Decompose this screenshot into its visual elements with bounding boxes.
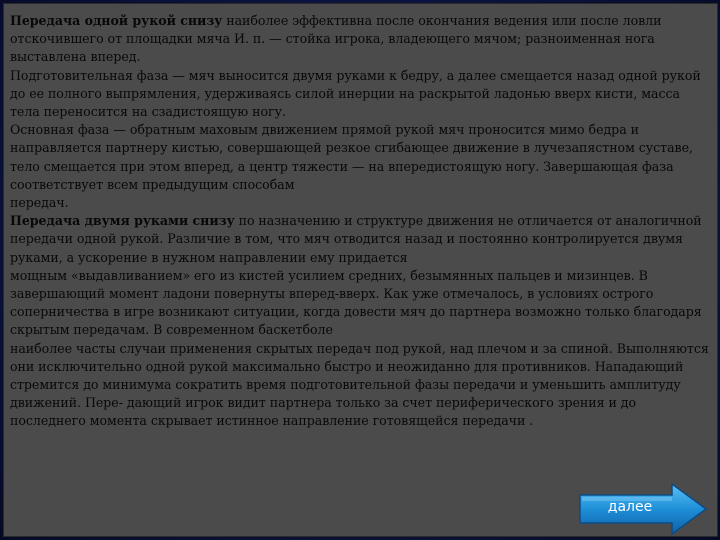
body-text — [10, 12, 712, 431]
paragraph-text: передач. — [10, 195, 69, 211]
paragraph — [10, 267, 712, 340]
next-button[interactable] — [578, 482, 710, 536]
paragraph-heading: Передача двумя руками снизу — [10, 213, 235, 229]
next-button-label: далее — [607, 499, 653, 515]
paragraph — [10, 121, 712, 194]
paragraph-text: Подготовительная фаза — мяч выносится двумя руками к бедру, а далее смещается назад одной рукой до ее полного выпрямления, удерживаясь силой инерции на раскрытой ладонью вверх кисти, масса тела переносится на сзадистоящую ногу. — [10, 67, 701, 120]
paragraph-text: по назначению и структуре движения не отличается от аналогичной передачи одной рукой. Различие в том, что мяч отводится назад и постоянно контролируется двумя руками, а ускорение в нужном направлении ему придается — [10, 213, 702, 265]
paragraph — [10, 67, 712, 122]
paragraph — [10, 340, 712, 431]
paragraph-text: наиболее часты случаи применения скрытых передач под рукой, над плечом и за спиной. Выполняются они исключительно одной рукой максимально быстро и неожиданно для противников. Нападающий стремится до минимума сократить время подготовительной фазы передачи и уменьшить амплитуду движений. Пере- дающий игрок видит партнера только за счет периферического зрения и до последнего момента скрывает истинное направление готовящейся передачи . — [10, 340, 709, 429]
paragraph — [10, 194, 712, 212]
paragraph-text: Основная фаза — обратным маховым движением прямой рукой мяч проносится мимо бедра и направляется партнеру кистью, совершающей резкое сгибающее движение в лучезапястном суставе, тело смещается при этом вперед, а центр тяжести — на впередистоящую ногу. Завершающая фаза соответствует всем предыдущим способам — [10, 122, 693, 192]
paragraph — [10, 12, 712, 67]
paragraph-text: наиболее эффективна после окончания ведения или после ловли отскочившего от площадки мяча И. п. — стойка игрока, владеющего мячом; разноименная нога выставлена вперед. — [10, 13, 662, 65]
paragraph-text: мощным «выдавливанием» его из кистей усилием средних, безымянных пальцев и мизинцев. В завершающий момент ладони повернуты вперед-вверх. Как уже отмечалось, в условиях острого соперничества в игре возникают ситуации, когда довести мяч до партнера возможно только благодаря скрытым передачам. В современном баскетболе — [10, 267, 702, 338]
text-panel — [3, 3, 718, 537]
paragraph-heading: Передача одной рукой снизу — [10, 13, 223, 28]
paragraph — [10, 212, 712, 267]
